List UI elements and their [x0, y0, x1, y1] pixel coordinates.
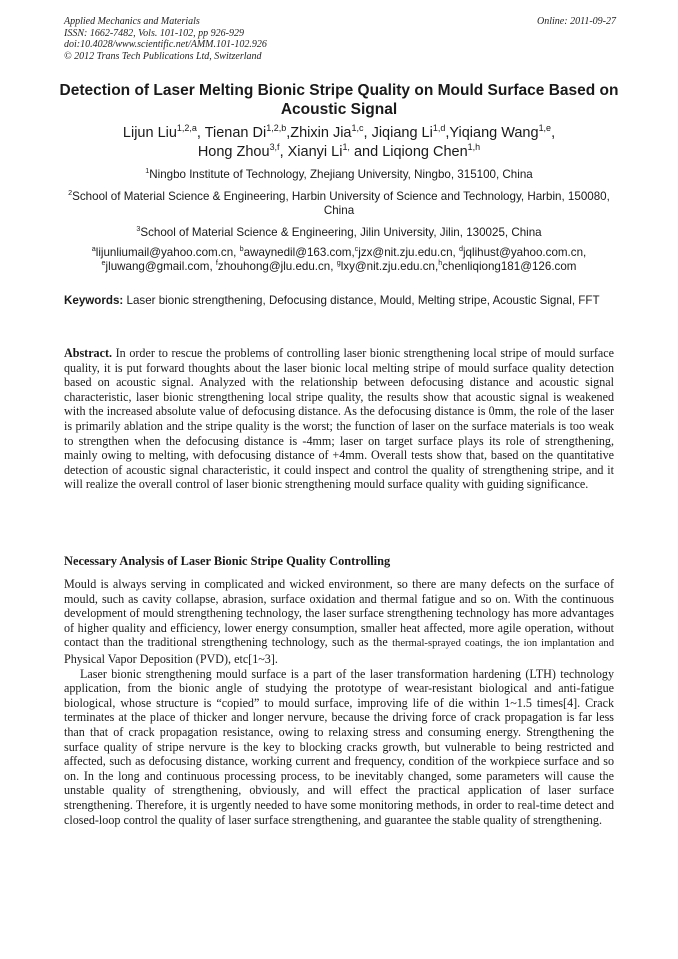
online-date: Online: 2011-09-27 — [537, 16, 616, 27]
abstract-label: Abstract. — [64, 346, 113, 360]
paragraph-text-small: thermal-sprayed coatings, the ion implantation and — [392, 638, 614, 650]
author-name: Hong Zhou — [197, 144, 270, 160]
affiliation-text: Ningbo Institute of Technology, Zhejiang University, Ningbo, 315100, China — [149, 168, 533, 181]
author-name: Yiqiang Wang — [449, 125, 539, 141]
author-name: Xianyi Li — [287, 144, 343, 160]
email-label: f — [215, 258, 218, 268]
email-label: h — [438, 258, 443, 268]
copyright-line: © 2012 Trans Tech Publications Ltd, Switzerland — [64, 50, 262, 62]
paragraph-text: Physical Vapor Deposition (PVD), etc[1~3]. — [64, 651, 278, 666]
email-address[interactable]: jqlihust@yahoo.com.cn, — [462, 246, 587, 259]
email-address[interactable]: lxy@nit.zju.edu.cn, — [340, 260, 439, 273]
author-name: Lijun Liu — [122, 125, 177, 141]
affiliation-3 — [58, 226, 620, 240]
affiliation-text: School of Material Science & Engineering, Harbin University of Science and Technology, Harbin, 150080, China — [72, 190, 610, 217]
journal-meta — [64, 16, 616, 62]
author-name: Jiqiang Li — [371, 125, 433, 141]
email-label: a — [91, 244, 96, 254]
affiliation-number: 2 — [68, 188, 73, 198]
journal-name: Applied Mechanics and Materials — [64, 16, 200, 27]
issn-line: ISSN: 1662-7482, Vols. 101-102, pp 926-929 — [64, 27, 244, 39]
author-list: Lijun Liu$^{1,2,a}$, Tienan Di$^{1,2,b}$,Zhixin Jia$^{1,c}$, Jiqiang Li$^{1,d}$,Yiqiang Wang$^{1,e}$, Hong Zhou$^{3,f}$, Xianyi $Li^{1,}$ and Liqiong Chen$^{1,h}$ — [122, 123, 556, 160]
email-address[interactable]: jluwang@gmail.com, — [105, 260, 213, 273]
affiliation-text: School of Material Science & Engineering, Jilin University, Jilin, 130025, China — [140, 226, 542, 239]
author-superscript: 1,h — [467, 142, 481, 153]
email-address[interactable]: jzx@nit.zju.edu.cn, — [358, 246, 456, 259]
author-superscript: 1, — [342, 142, 350, 153]
abstract-text: In order to rescue the problems of controlling laser bionic strengthening local stripe of mould surface quality, it is put forward thoughts about the laser bionic local melting stripe of mould surface quality detection based on acoustic signal. Analyzed with the relationship between defocusing distance and acoustic signal characteristic, laser bionic strengthening local stripe quality, the results show that acoustic signal is weakened with the increased absolute value of defocusing distance. As the defocusing distance is 0mm, the role of the laser is primarily ablation and the stripe quality is the worst; the function of laser on the surface materials is too weak to strengthen when the defocusing distance is -4mm; laser on target surface plays its role of strengthening, mainly owing to melting, with defocusing distance of +4mm. Overall tests show that, based on the quantitative detection of acoustic signal characteristic, it could inspect and control the quality of strengthening stripe, and it will realize the overall control of laser bionic strengthening mould surface quality with guiding significance. — [64, 346, 614, 492]
author-superscript: 3,f — [269, 142, 280, 153]
section-heading: Necessary Analysis of Laser Bionic Stripe Quality Controlling — [64, 554, 391, 568]
affiliation-1 — [58, 168, 620, 182]
paragraph — [64, 577, 614, 667]
author-superscript: 1,d — [432, 123, 446, 134]
keywords-label: Keywords: — [64, 294, 124, 307]
paragraph: Laser bionic strengthening mould surface is a part of the laser transformation hardening (LTH) technology application, from the bionic angle of studying the prototype of wear-resistant biological and anti-fatigue biological, whose structure is “copied” to mould surface, improving life of die within 1~1.5 times[4]. Crack terminates at the place of thicker and longer nervure, because the driving force of crack propagation is far less than that of crack propagation resistance, owing to relaxing stress and consuming energy. Strengthening the surface quality of stripe nervure is the key to blocking cracks growth, but vulnerable to being restricted and affected, such as defocusing distance, working current and frequency, condition of the workpiece surface and so on. In the long and continuous processing process, to be inevitably changed, some parameters will cause the unstable quality of strengthening, obviously, and will effect the practical application of laser surface strengthening. Therefore, it is urgently needed to have some monitoring methods, in order to real-time detect and closed-loop control the quality of laser surface strengthening, and guarantee the stable quality of strengthening. — [64, 666, 614, 827]
email-address[interactable]: awaynedil@163.com, — [243, 246, 355, 259]
author-superscript: 1,e — [538, 123, 552, 134]
affiliation-number: 3 — [136, 224, 141, 234]
author-conjunction: and — [353, 144, 379, 160]
email-address[interactable]: zhouhong@jlu.edu.cn, — [217, 260, 334, 273]
affiliation-number: 1 — [145, 166, 150, 176]
author-name: Liqiong Chen — [382, 144, 468, 160]
email-label: g — [336, 258, 341, 268]
abstract — [64, 346, 614, 492]
author-name: Zhixin Jia — [290, 125, 352, 141]
keywords-text: Laser bionic strengthening, Defocusing distance, Mould, Melting stripe, Acoustic Signal, FFT — [126, 294, 600, 307]
email-label: c — [354, 244, 359, 254]
author-name: Tienan Di — [204, 125, 267, 141]
email-label: d — [458, 244, 463, 254]
keywords — [64, 294, 614, 309]
author-superscript: 1,2,b — [266, 123, 287, 134]
paragraph-text: Mould is always serving in complicated and wicked environment, so there are many defects on the surface of mould, such as cavity collapse, abrasion, surface oxidation and thermal fatigue and so on. With the continuous development of mould strengthening technology, the laser surface strengthening technology has more advantages of higher quality and efficiency, lower energy consumption, smaller heat affected, more agile operation, without contact than the traditional strengthening technology, such as the — [64, 577, 614, 650]
affiliation-2 — [58, 190, 620, 218]
email-list — [58, 246, 620, 274]
email-label: b — [239, 244, 244, 254]
author-superscript: 1,c — [351, 123, 364, 134]
email-address[interactable]: lijunliumail@yahoo.com.cn, — [95, 246, 237, 259]
author-superscript: 1,2,a — [176, 123, 197, 134]
section-body — [64, 577, 614, 827]
email-address[interactable]: chenliqiong181@126.com — [442, 260, 577, 273]
doi-line: doi:10.4028/www.scientific.net/AMM.101-102.926 — [64, 39, 267, 50]
email-label: e — [101, 258, 106, 268]
paper-title: Detection of Laser Melting Bionic Stripe Quality on Mould Surface Based on Acoustic Signal — [59, 82, 619, 118]
